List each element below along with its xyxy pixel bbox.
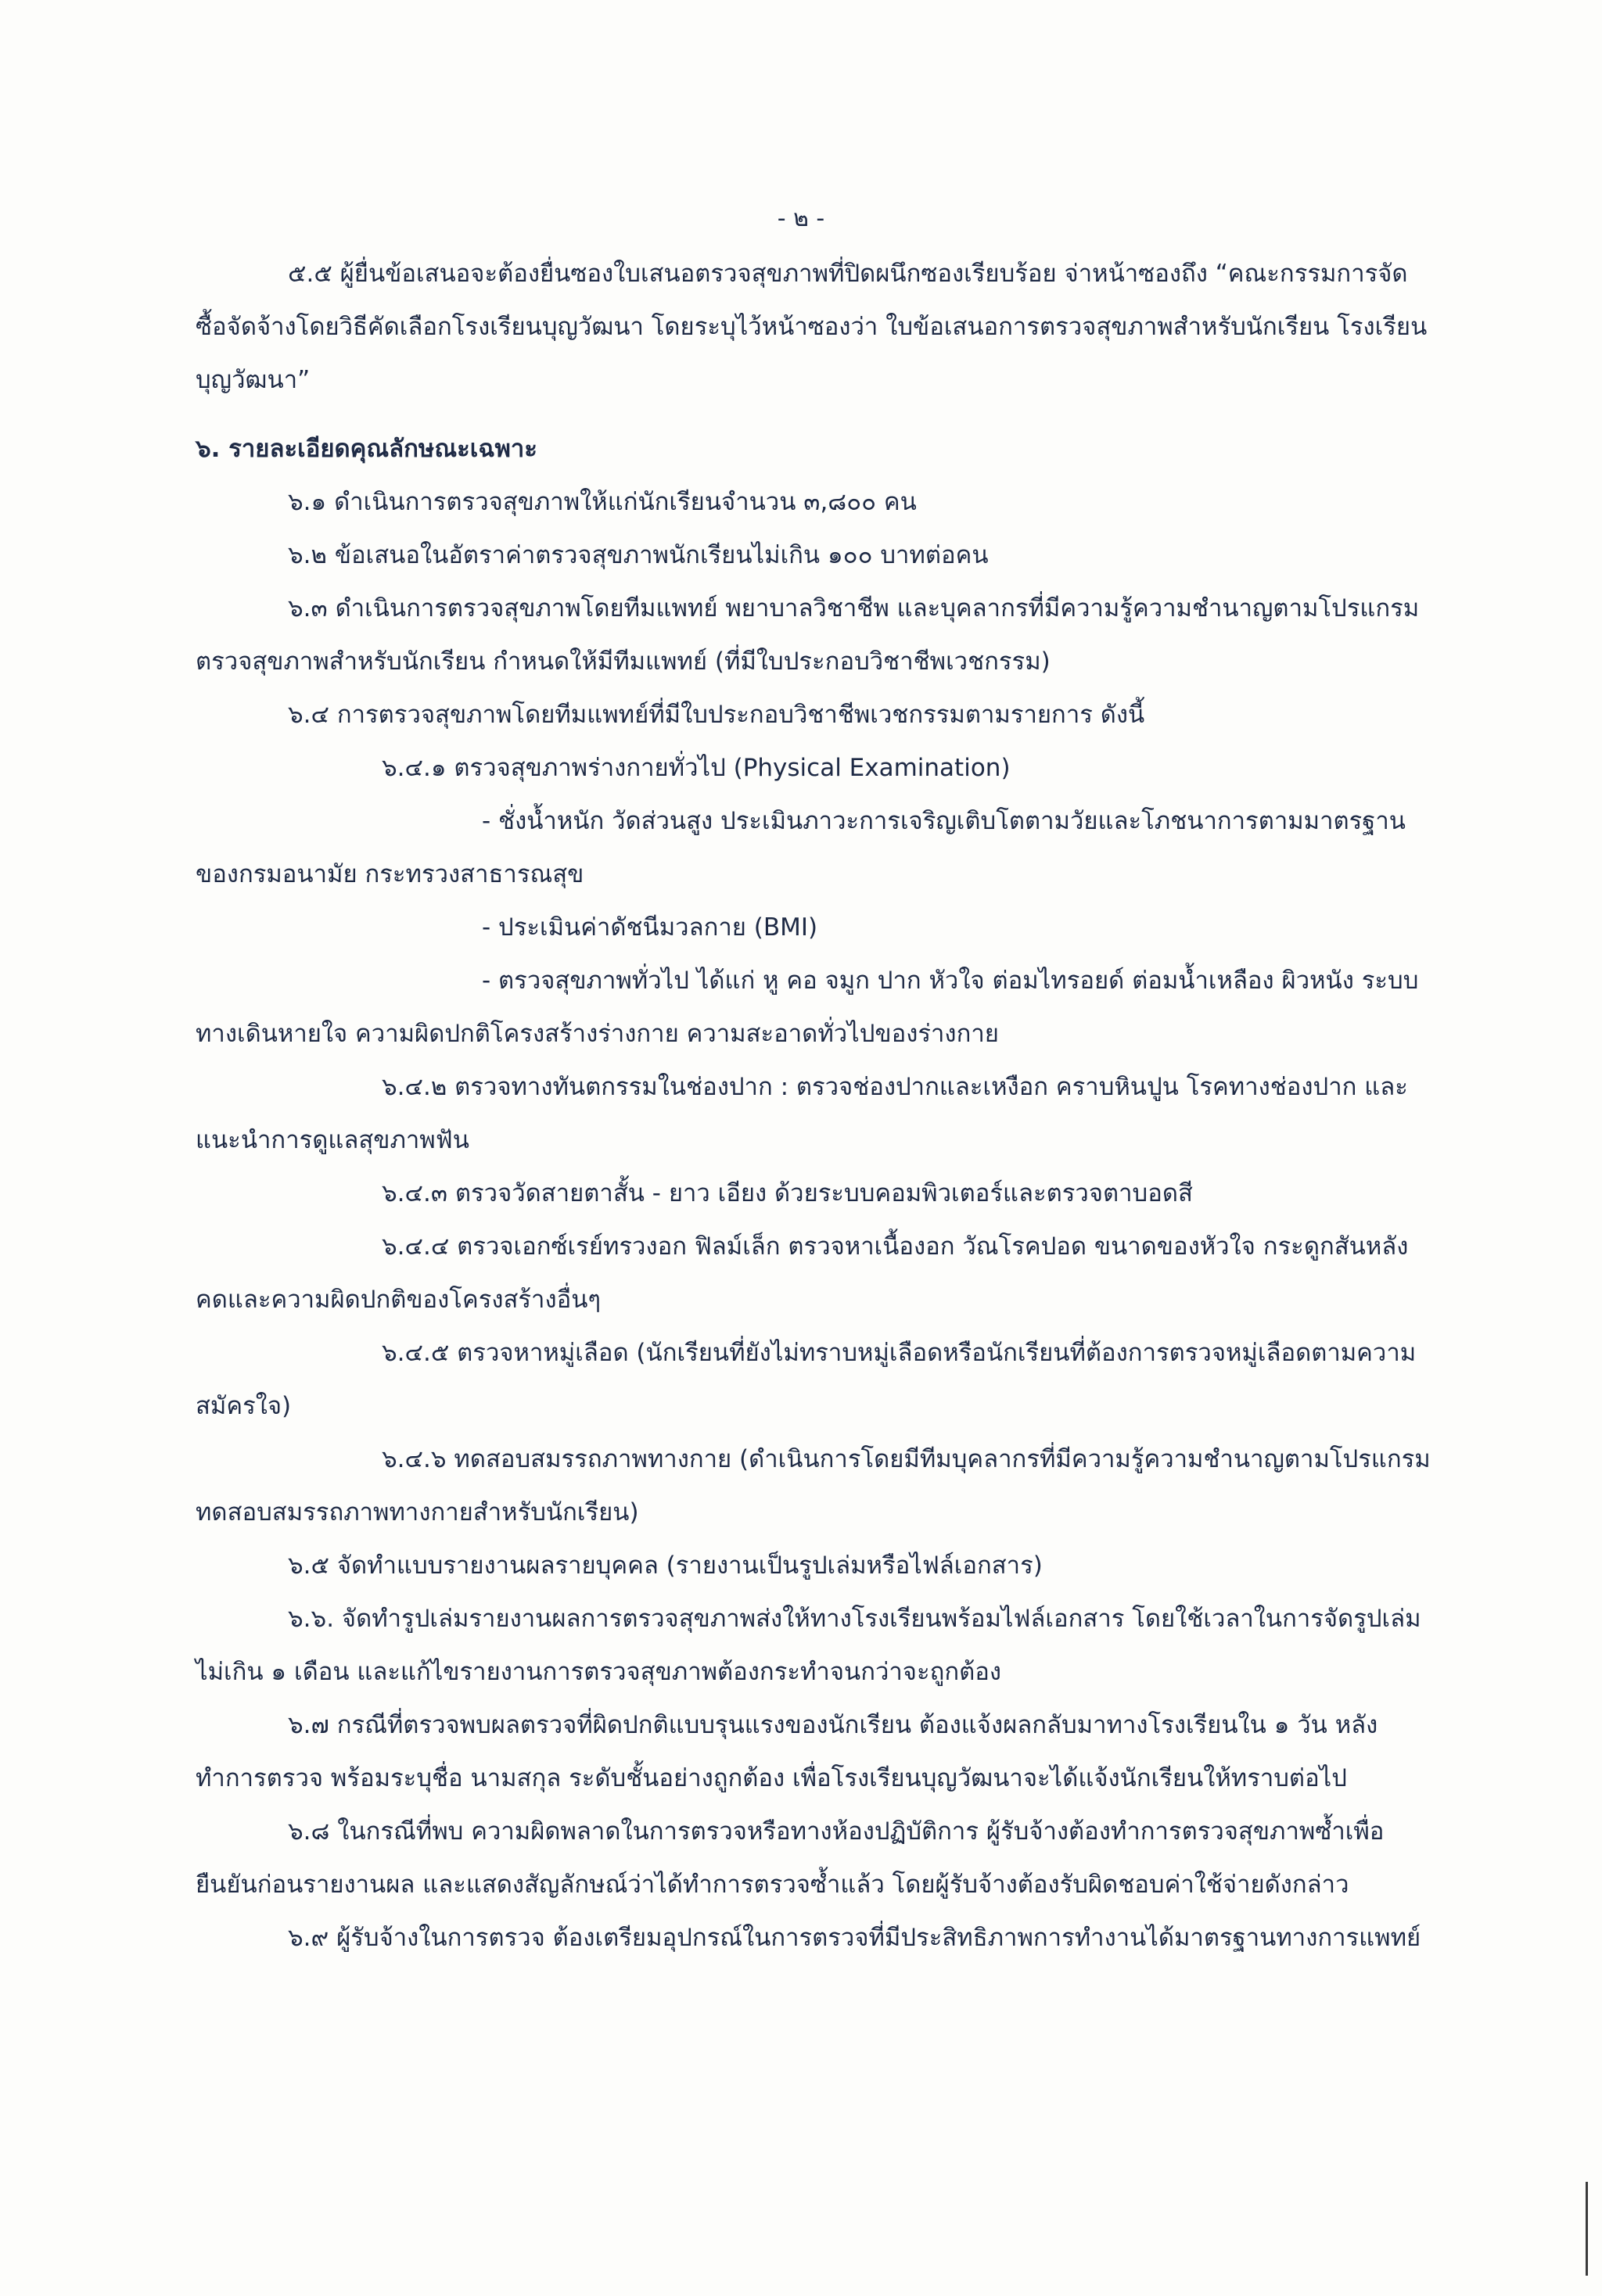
paragraph-6-4-3: ๖.๔.๓ ตรวจวัดสายตาสั้น - ยาว เอียง ด้วยระบบคอมพิวเตอร์และตรวจตาบอดสี bbox=[382, 1179, 1193, 1207]
paragraph-6-4-5: ๖.๔.๕ ตรวจหาหมู่เลือด (นักเรียนที่ยังไม่ทราบหมู่เลือดหรือนักเรียนที่ต้องการตรวจหมู่เลือดตามความสมัครใจ) bbox=[196, 1339, 1417, 1420]
paragraph-6-1: ๖.๑ ดำเนินการตรวจสุขภาพให้แก่นักเรียนจำนวน ๓,๘๐๐ คน bbox=[288, 488, 917, 516]
paragraph-6-4-6: ๖.๔.๖ ทดสอบสมรรถภาพทางกาย (ดำเนินการโดยมีทีมบุคลากรที่มีความรู้ความชำนาญตามโปรแกรมทดสอบสมรรถภาพทางกายสำหรับนักเรียน) bbox=[196, 1445, 1431, 1526]
paragraph-6-4-4: ๖.๔.๔ ตรวจเอกซ์เรย์ทรวงอก ฟิลม์เล็ก ตรวจหาเนื้องอก วัณโรคปอด ขนาดของหัวใจ กระดูกสันหลังคดและความผิดปกติของโครงสร้างอื่นๆ bbox=[196, 1232, 1409, 1314]
section-heading-6: ๖. รายละเอียดคุณลักษณะเฉพาะ bbox=[196, 435, 537, 463]
paragraph-6-9: ๖.๙ ผู้รับจ้างในการตรวจ ต้องเตรียมอุปกรณ์ในการตรวจที่มีประสิทธิภาพการทำงานได้มาตรฐานทางการแพทย์ bbox=[288, 1924, 1421, 1952]
paragraph-6-6: ๖.๖. จัดทำรูปเล่มรายงานผลการตรวจสุขภาพส่งให้ทางโรงเรียนพร้อมไฟล์เอกสาร โดยใช้เวลาในการจัดรูปเล่มไม่เกิน ๑ เดือน และแก้ไขรายงานการตรวจสุขภาพต้องกระทำจนกว่าจะถูกต้อง bbox=[196, 1605, 1421, 1686]
page-number: - ๒ - bbox=[777, 205, 825, 232]
paragraph-6-2: ๖.๒ ข้อเสนอในอัตราค่าตรวจสุขภาพนักเรียนไม่เกิน ๑๐๐ บาทต่อคน bbox=[288, 541, 989, 569]
paragraph-6-8: ๖.๘ ในกรณีที่พบ ความผิดพลาดในการตรวจหรือทางห้องปฏิบัติการ ผู้รับจ้างต้องทำการตรวจสุขภาพซ้ำเพื่อยืนยันก่อนรายงานผล และแสดงสัญลักษณ์ว่าได้ทำการตรวจซ้ำแล้ว โดยผู้รับจ้างต้องรับผิดชอบค่าใช้จ่ายดังกล่าว bbox=[196, 1817, 1385, 1899]
scan-edge-mark bbox=[1586, 2182, 1588, 2276]
paragraph-6-5: ๖.๕ จัดทำแบบรายงานผลรายบุคคล (รายงานเป็นรูปเล่มหรือไฟล์เอกสาร) bbox=[288, 1552, 1043, 1580]
paragraph-6-4-1: ๖.๔.๑ ตรวจสุขภาพร่างกายทั่วไป (Physical Examination) bbox=[382, 754, 1011, 782]
paragraph-6-3: ๖.๓ ดำเนินการตรวจสุขภาพโดยทีมแพทย์ พยาบาลวิชาชีพ และบุคลากรที่มีความรู้ความชำนาญตามโปรแกรมตรวจสุขภาพสำหรับนักเรียน กำหนดให้มีทีมแพทย์ (ที่มีใบประกอบวิชาชีพเวชกรรม) bbox=[196, 594, 1420, 676]
document-body bbox=[196, 247, 1431, 1964]
bullet-6-4-1-c: - ตรวจสุขภาพทั่วไป ได้แก่ หู คอ จมูก ปาก หัวใจ ต่อมไทรอยด์ ต่อมน้ำเหลือง ผิวหนัง ระบบทางเดินหายใจ ความผิดปกติโครงสร้างร่างกาย ความสะอาดทั่วไปของร่างกาย bbox=[196, 967, 1419, 1048]
paragraph-6-7: ๖.๗ กรณีที่ตรวจพบผลตรวจที่ผิดปกติแบบรุนแรงของนักเรียน ต้องแจ้งผลกลับมาทางโรงเรียนใน ๑ วัน หลังทำการตรวจ พร้อมระบุชื่อ นามสกุล ระดับชั้นอย่างถูกต้อง เพื่อโรงเรียนบุญวัฒนาจะได้แจ้งนักเรียนให้ทราบต่อไป bbox=[196, 1711, 1378, 1792]
paragraph-6-4: ๖.๔ การตรวจสุขภาพโดยทีมแพทย์ที่มีใบประกอบวิชาชีพเวชกรรมตามรายการ ดังนี้ bbox=[288, 701, 1145, 729]
paragraph-5-5: ๕.๕ ผู้ยื่นข้อเสนอจะต้องยื่นซองใบเสนอตรวจสุขภาพที่ปิดผนึกซองเรียบร้อย จ่าหน้าซองถึง “คณะกรรมการจัดซื้อจัดจ้างโดยวิธีคัดเลือกโรงเรียนบุญวัฒนา โดยระบุไว้หน้าซองว่า ใบข้อเสนอการตรวจสุขภาพสำหรับนักเรียน โรงเรียนบุญวัฒนา” bbox=[196, 260, 1428, 394]
paragraph-6-4-2: ๖.๔.๒ ตรวจทางทันตกรรมในช่องปาก : ตรวจช่องปากและเหงือก คราบหินปูน โรคทางช่องปาก และแนะนำการดูแลสุขภาพฟัน bbox=[196, 1073, 1408, 1154]
bullet-6-4-1-b: - ประเมินค่าดัชนีมวลกาย (BMI) bbox=[482, 913, 818, 942]
bullet-6-4-1-a: - ชั่งน้ำหนัก วัดส่วนสูง ประเมินภาวะการเจริญเติบโตตามวัยและโภชนาการตามมาตรฐานของกรมอนามัย กระทรวงสาธารณสุข bbox=[196, 807, 1406, 888]
